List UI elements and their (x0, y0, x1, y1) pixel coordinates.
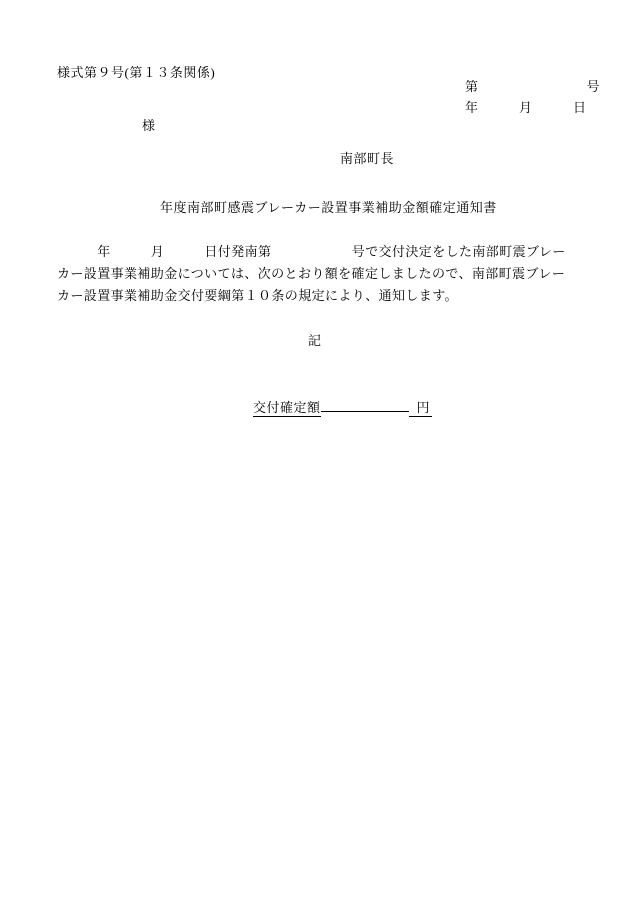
amount-row (238, 381, 432, 432)
form-number: 様式第９号(第１３条関係) (57, 65, 216, 80)
amount-unit: 円 (409, 400, 433, 417)
document-date-line: 年 月 日 (465, 100, 587, 115)
ki-marker: 記 (308, 333, 322, 348)
issuer-name: 南部町長 (340, 151, 395, 166)
document-number-line: 第 号 (465, 79, 601, 94)
amount-value-blank[interactable] (321, 411, 409, 412)
addressee-line: 様 (142, 118, 156, 133)
body-paragraph: 年 月 日付発南第 号で交付決定をした南部町震ブレーカー設置事業補助金については、次のとおり額を確定しましたので、南部町震ブレーカー設置事業補助金交付要綱第１０条の規定により、通知します。 (57, 244, 566, 303)
body-text-block (57, 241, 573, 307)
document-title: 年度南部町感震ブレーカー設置事業補助金額確定通知書 (160, 200, 497, 215)
amount-label: 交付確定額 (253, 400, 321, 415)
